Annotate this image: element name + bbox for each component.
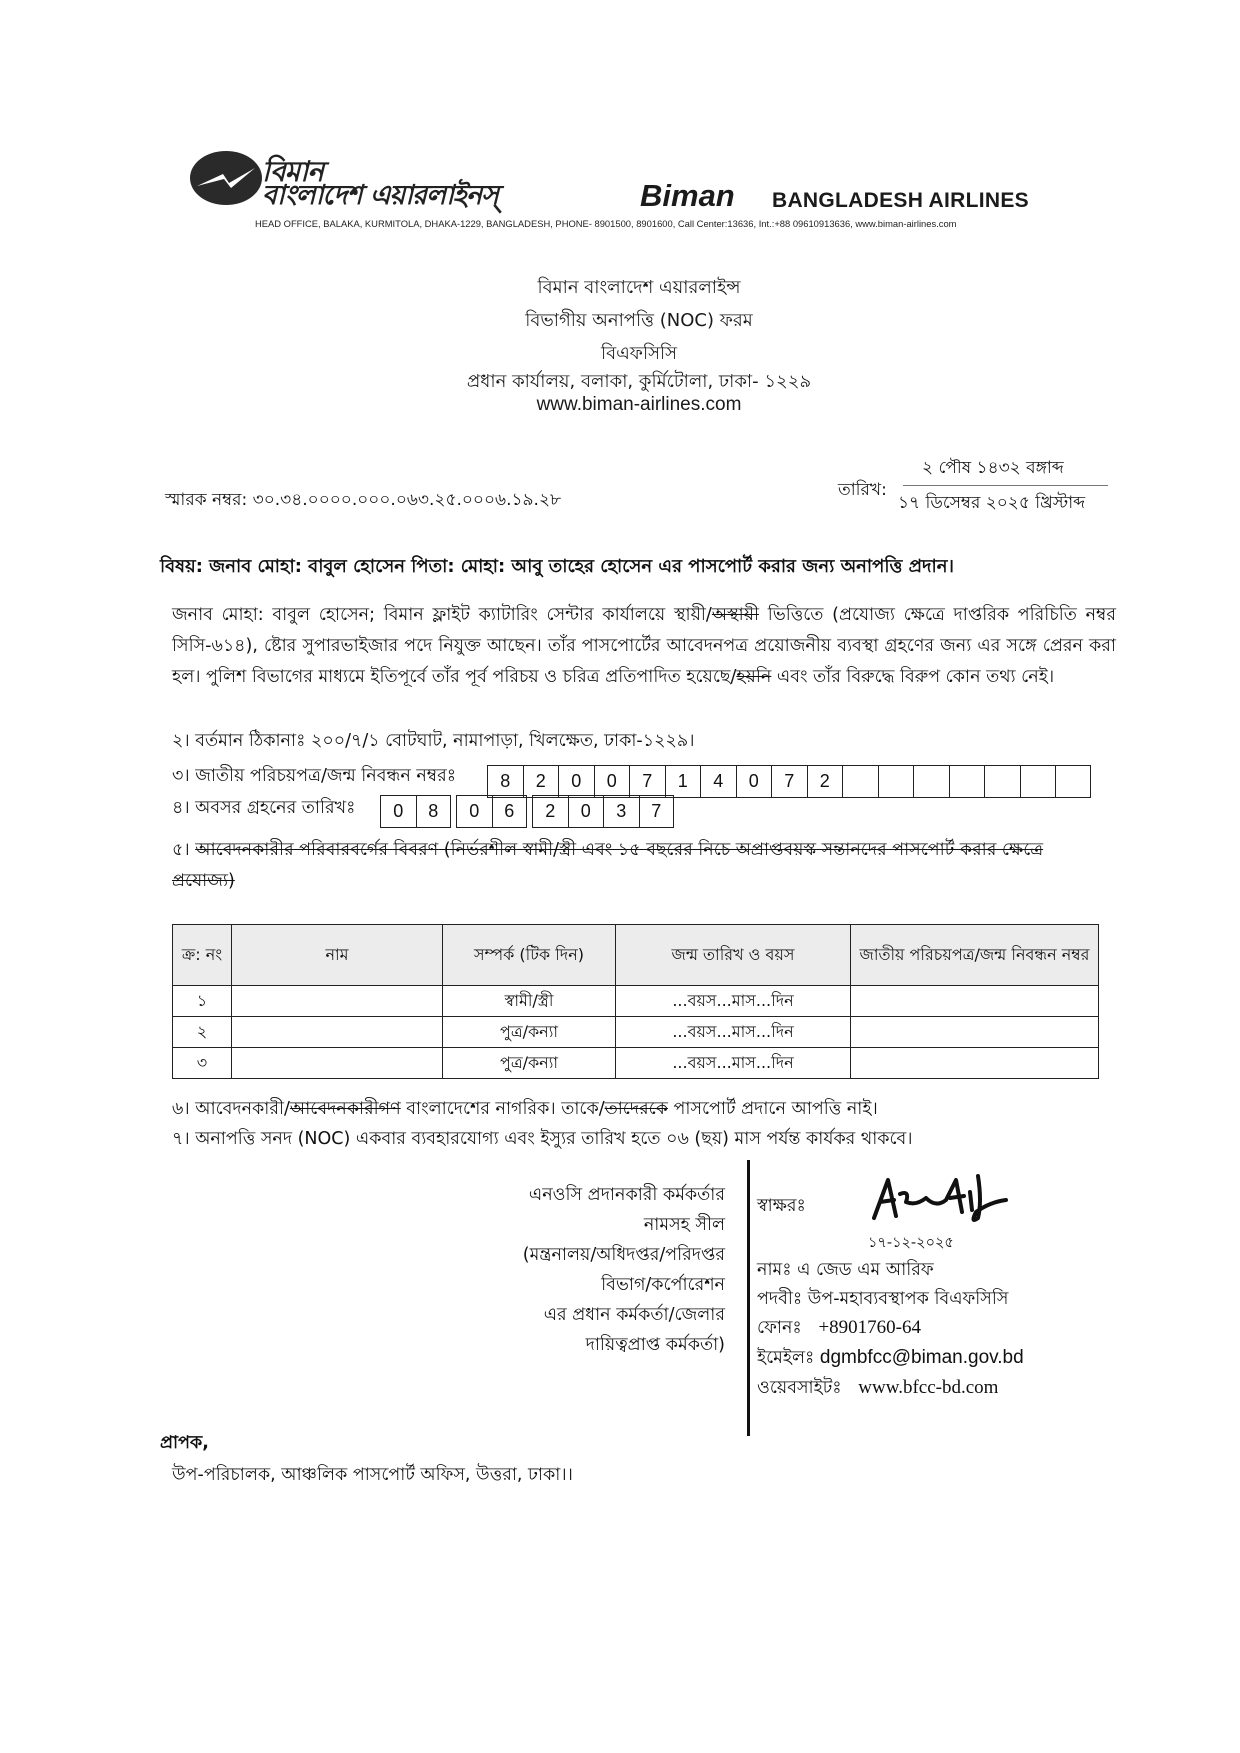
family-table bbox=[172, 924, 1099, 1079]
nid-digit-box: 2 bbox=[523, 765, 559, 798]
nid-digit-box bbox=[913, 765, 949, 798]
letterhead-brand: Biman bbox=[640, 178, 735, 213]
email-value: dgmbfcc@biman.gov.bd bbox=[819, 1347, 1024, 1368]
col-nid: জাতীয় পরিচয়পত্র/জন্ম নিবন্ধন নম্বর bbox=[851, 925, 1099, 986]
item-retirement-label: ৪। অবসর গ্রহনের তারিখঃ bbox=[172, 798, 356, 818]
name-label: নামঃ bbox=[757, 1260, 792, 1280]
email-label: ইমেইলঃ bbox=[757, 1348, 815, 1368]
heading-form-title: বিভাগীয় অনাপত্তি (NOC) ফরম bbox=[525, 310, 753, 331]
issuer-note-line1: এনওসি প্রদানকারী কর্মকর্তার bbox=[528, 1185, 725, 1205]
retire-day-digit-box: 0 bbox=[380, 795, 416, 828]
body-paragraph bbox=[172, 600, 1116, 693]
nid-digit-box: 2 bbox=[807, 765, 843, 798]
letterhead-address: HEAD OFFICE, BALAKA, KURMITOLA, DHAKA-1229, BANGLADESH, PHONE- 8901500, 8901600, Call Center:13636, Int.:+88 09610913636, www.biman-airlines.com bbox=[255, 218, 957, 229]
table-header-row bbox=[173, 925, 1099, 986]
nid-digit-box bbox=[878, 765, 914, 798]
letterhead-english-name: BANGLADESH AIRLINES bbox=[772, 189, 1029, 212]
signatory-name bbox=[757, 1257, 934, 1286]
table-row bbox=[173, 986, 1099, 1017]
heading-website: www.biman-airlines.com bbox=[536, 394, 742, 415]
nid-digit-box bbox=[1055, 765, 1091, 798]
nid-digit-box bbox=[842, 765, 878, 798]
item6-text-a: ৬। আবেদনকারী/ bbox=[172, 1099, 290, 1119]
signatory-designation bbox=[757, 1286, 1008, 1315]
nid-digit-box bbox=[1020, 765, 1056, 798]
col-serial: ক্র: নং bbox=[173, 925, 232, 986]
phone-label: ফোনঃ bbox=[757, 1318, 802, 1338]
cell-nid bbox=[851, 1048, 1099, 1079]
issuer-note bbox=[523, 1180, 725, 1360]
date-bangla: ২ পৌষ ১৪৩২ বঙ্গাব্দ bbox=[922, 458, 1064, 478]
retirement-month-boxes bbox=[456, 795, 527, 828]
issuer-note-line2: নামসহ সীল bbox=[643, 1215, 725, 1235]
col-name: নাম bbox=[232, 925, 443, 986]
retire-year-digit-box: 3 bbox=[603, 795, 639, 828]
col-relation: সম্পর্ক (টিক দিন) bbox=[443, 925, 616, 986]
website-label: ওয়েবসাইটঃ bbox=[757, 1378, 842, 1398]
nid-digit-box: 0 bbox=[736, 765, 772, 798]
nid-digit-box bbox=[949, 765, 985, 798]
body-text-2: ভিত্তিতে (প্রযোজ্য ক্ষেত্রে দাপ্তরিক পরিচিতি নম্বর সিসি-৬১৪), ষ্টোর সুপারভাইজার পদে নিযুক্ত আছেন। তাঁর পাসপোর্টের আবেদনপত্র প্রয়োজনীয় ব্যবস্থা গ্রহণের জন্য এর সঙ্গে প্রেরন করা হল। পুলিশ বিভাগের মাধ্যমে ইতিপূর্বে তাঁর পূর্ব পরিচয় ও চরিত্র প্রতিপাদিত হয়েছে/ bbox=[172, 605, 1116, 687]
issuer-note-line6: দায়িত্বপ্রাপ্ত কর্মকর্তা) bbox=[585, 1335, 725, 1355]
cell-relation: পুত্র/কন্যা bbox=[443, 1017, 616, 1048]
item-validity: ৭। অনাপত্তি সনদ (NOC) একবার ব্যবহারযোগ্য এবং ইস্যুর তারিখ হতে ০৬ (ছয়) মাস পর্যন্ত কার্যকর থাকবে। bbox=[172, 1129, 913, 1149]
memo-value: ৩০.৩৪.০০০০.০০০.০৬৩.২৫.০০০৬.১৯.২৮ bbox=[252, 490, 562, 510]
col-dob-age: জন্ম তারিখ ও বয়স bbox=[616, 925, 851, 986]
subject-line: বিষয়: জনাব মোহা: বাবুল হোসেন পিতা: মোহা: আবু তাহের হোসেন এর পাসপোর্ট করার জন্য অনাপত্তি প্রদান। bbox=[160, 556, 954, 577]
retire-month-digit-box: 6 bbox=[492, 795, 528, 828]
signatory-email bbox=[757, 1345, 1024, 1374]
item6-struck-2: তাদেরকে bbox=[604, 1099, 668, 1119]
date-label: তারিখ: bbox=[838, 480, 887, 500]
issuer-note-line3: (মন্ত্রনালয়/অধিদপ্তর/পরিদপ্তর bbox=[522, 1245, 725, 1265]
nid-digit-boxes bbox=[487, 765, 1091, 798]
heading-address: প্রধান কার্যালয়, বলাকা, কুর্মিটোলা, ঢাকা- ১২২৯ bbox=[466, 371, 812, 392]
bird-emblem-icon bbox=[189, 150, 263, 206]
handwritten-signature bbox=[866, 1172, 1016, 1226]
item-nid-label: ৩। জাতীয় পরিচয়পত্র/জন্ম নিবন্ধন নম্বরঃ bbox=[172, 766, 457, 786]
retire-day-digit-box: 8 bbox=[416, 795, 452, 828]
nid-digit-box: 4 bbox=[700, 765, 736, 798]
cell-age: ...বয়স...মাস...দিন bbox=[616, 986, 851, 1017]
retire-month-digit-box: 0 bbox=[456, 795, 492, 828]
cell-nid bbox=[851, 986, 1099, 1017]
body-struck-2: হয়নি bbox=[736, 667, 772, 687]
cell-name bbox=[232, 986, 443, 1017]
heading-org: বিমান বাংলাদেশ এয়ারলাইন্স bbox=[537, 277, 741, 298]
item6-text-c: পাসপোর্ট প্রদানে আপত্তি নাই। bbox=[667, 1099, 878, 1119]
date-gregorian: ১৭ ডিসেম্বর ২০২৫ খ্রিস্টাব্দ bbox=[898, 493, 1086, 513]
cell-age: ...বয়স...মাস...দিন bbox=[616, 1048, 851, 1079]
recipient-label: প্রাপক, bbox=[160, 1433, 209, 1453]
body-text-3: এবং তাঁর বিরুদ্ধে বিরুপ কোন তথ্য নেই। bbox=[771, 667, 1055, 687]
cell-name bbox=[232, 1048, 443, 1079]
designation-label: পদবীঃ bbox=[757, 1289, 803, 1309]
date-divider bbox=[903, 485, 1108, 486]
body-text-1: জনাব মোহা: বাবুল হোসেন; বিমান ফ্লাইট ক্যাটারিং সেন্টার কার্যালয়ে স্থায়ী/ bbox=[172, 605, 712, 625]
website-value: www.bfcc-bd.com bbox=[858, 1377, 999, 1398]
nid-digit-box: 7 bbox=[771, 765, 807, 798]
body-struck-1: অস্থায়ী bbox=[711, 605, 759, 625]
memo-label: স্মারক নম্বর: bbox=[165, 490, 248, 510]
item6-struck-1: আবেদনকারীগণ bbox=[289, 1099, 401, 1119]
nid-digit-box bbox=[984, 765, 1020, 798]
item-family-details bbox=[172, 835, 1102, 897]
cell-relation: পুত্র/কন্যা bbox=[443, 1048, 616, 1079]
retire-year-digit-box: 0 bbox=[568, 795, 604, 828]
nid-digit-box: 0 bbox=[594, 765, 630, 798]
item5-number: ৫। bbox=[172, 840, 196, 860]
retire-year-digit-box: 2 bbox=[532, 795, 568, 828]
signature-label: স্বাক্ষরঃ bbox=[757, 1196, 806, 1216]
signed-date: ১৭-১২-২০২৫ bbox=[868, 1235, 954, 1251]
issuer-note-line4: বিভাগ/কর্পোরেশন bbox=[601, 1275, 725, 1295]
retire-year-digit-box: 7 bbox=[639, 795, 675, 828]
nid-digit-box: 1 bbox=[665, 765, 701, 798]
heading-department: বিএফসিসি bbox=[600, 343, 678, 364]
issuer-note-line5: এর প্রধান কর্মকর্তা/জেলার bbox=[543, 1305, 725, 1325]
cell-serial: ৩ bbox=[173, 1048, 232, 1079]
nid-digit-box: 0 bbox=[558, 765, 594, 798]
recipient-address: উপ-পরিচালক, আঞ্চলিক পাসপোর্ট অফিস, উত্তরা, ঢাকা।। bbox=[172, 1465, 573, 1485]
item-current-address: ২। বর্তমান ঠিকানাঃ ২০০/৭/১ বোটঘাট, নামাপাড়া, খিলক্ষেত, ঢাকা-১২২৯। bbox=[172, 731, 695, 751]
item6-text-b: বাংলাদেশের নাগরিক। তাকে/ bbox=[400, 1099, 605, 1119]
cell-serial: ২ bbox=[173, 1017, 232, 1048]
cell-name bbox=[232, 1017, 443, 1048]
memo-number bbox=[165, 487, 561, 515]
cell-serial: ১ bbox=[173, 986, 232, 1017]
letterhead-bangla-name-line2: বাংলাদেশ এয়ারলাইনস্ bbox=[262, 180, 498, 211]
retirement-year-boxes bbox=[532, 795, 674, 828]
nid-digit-box: 7 bbox=[629, 765, 665, 798]
item5-struck-text: আবেদনকারীর পরিবারবর্গের বিবরণ (নির্ভরশীল স্বামী/স্ত্রী এবং ১৫ বছরের নিচে অপ্রাপ্তবয়স্ক সন্তানদের পাসপোর্ট করার ক্ষেত্রে প্রযোজ্য) bbox=[172, 840, 1044, 891]
phone-value: +8901760-64 bbox=[818, 1317, 921, 1338]
table-row bbox=[173, 1017, 1099, 1048]
cell-relation: স্বামী/স্ত্রী bbox=[443, 986, 616, 1017]
signatory-phone bbox=[757, 1315, 921, 1344]
designation-value: উপ-মহাব্যবস্থাপক বিএফসিসি bbox=[807, 1289, 1009, 1309]
signatory-website bbox=[757, 1375, 998, 1404]
table-row bbox=[173, 1048, 1099, 1079]
nid-digit-box: 8 bbox=[487, 765, 523, 798]
name-value: এ জেড এম আরিফ bbox=[797, 1260, 934, 1280]
letterhead-bangla-name-line1: বিমান bbox=[262, 155, 323, 188]
cell-nid bbox=[851, 1017, 1099, 1048]
cell-age: ...বয়স...মাস...দিন bbox=[616, 1017, 851, 1048]
retirement-day-boxes bbox=[380, 795, 451, 828]
item-citizenship bbox=[172, 1096, 878, 1125]
signature-divider bbox=[747, 1160, 750, 1436]
